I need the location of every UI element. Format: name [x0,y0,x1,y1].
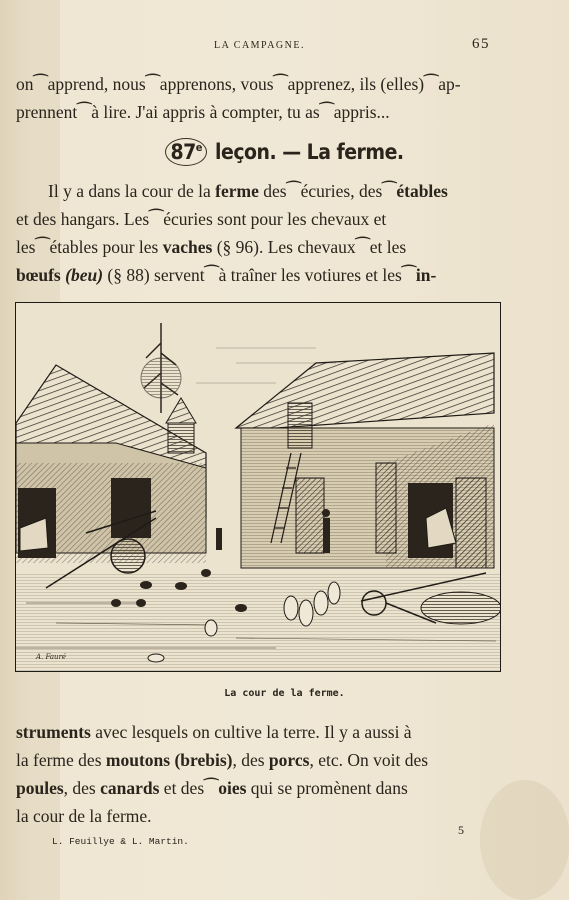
text-line: bœufs (beu) (§ 88) servent⁀à traîner les votiures et les⁀in- [16,265,437,285]
running-header [0,36,569,56]
text-line: poules, des canards et des⁀oies qui se promènent dans [16,778,408,798]
farmyard-illustration [15,302,501,672]
author-credit: L. Feuillye & L. Martin. [52,836,189,847]
text-line: la cour de la ferme. [16,806,152,826]
text-line: prennent⁀à lire. J'ai appris à compter, tu as⁀appris... [16,102,390,122]
engraving-image [16,303,500,671]
paragraph-1 [16,177,496,289]
text-line: on⁀apprend, nous⁀apprenons, vous⁀apprenez, ils (elles)⁀ap- [16,74,461,94]
text-line: Il y a dans la cour de la ferme des⁀écuries, des⁀étables [48,181,448,201]
text-line: la ferme des moutons (brebis), des porcs, etc. On voit des [16,750,429,770]
engraver-signature: A. Fauré [36,653,67,661]
signature-mark: 5 [458,823,464,837]
lesson-heading [0,138,569,166]
figure-caption: La cour de la ferme. [224,688,345,699]
running-title: LA CAMPAGNE. [214,40,305,51]
text-line: les⁀étables pour les vaches (§ 96). Les chevaux⁀et les [16,237,407,257]
text-line: struments avec lesquels on cultive la terre. Il y a aussi à [16,722,412,742]
lesson-number: 87e [165,138,207,166]
intro-paragraph [16,70,496,126]
paragraph-2 [16,718,496,830]
text-line: et des hangars. Les⁀écuries sont pour les chevaux et [16,209,387,229]
lesson-title: leçon. — La ferme. [215,140,404,164]
page-number: 65 [472,36,490,52]
